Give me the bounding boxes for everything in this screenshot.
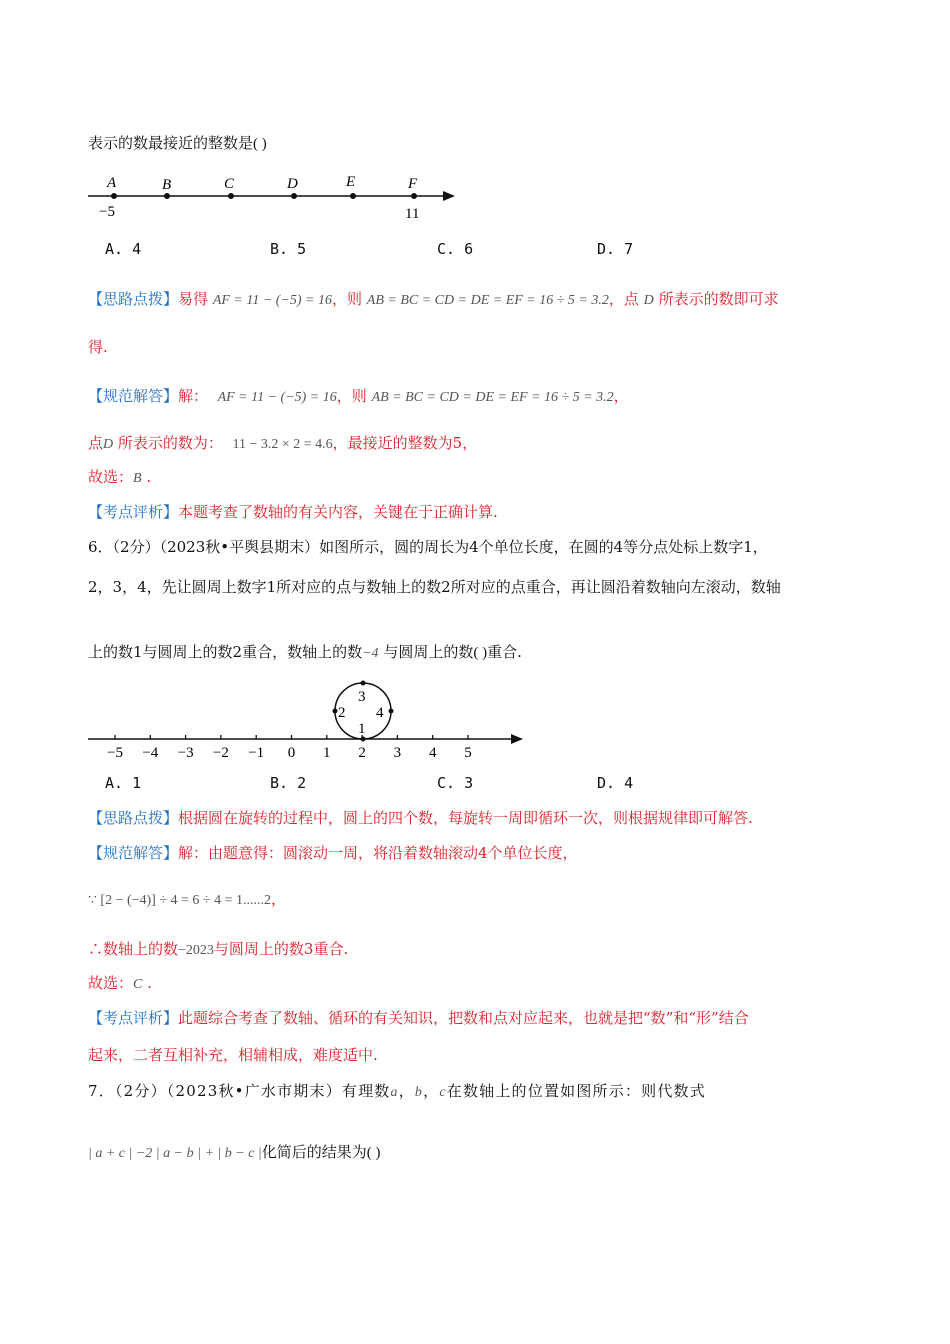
circle-label-4: 4 <box>376 705 384 721</box>
axis-tick-label: −2 <box>212 745 229 761</box>
q6-figure <box>85 680 530 765</box>
answer-paren: ( ) <box>253 136 267 152</box>
q6-hint: 【思路点拨】根据圆在旋转的过程中，圆上的四个数，每旋转一周即循环一次，则根据规律即可解答. <box>88 809 753 827</box>
point-e <box>350 193 356 199</box>
q6-therefore: ∴数轴上的数−2023与圆周上的数3重合. <box>88 940 349 958</box>
answer-paren: ( ) <box>366 1145 381 1161</box>
label-f: F <box>408 176 418 192</box>
q5-review: 【考点评析】本题考查了数轴的有关内容，关键在于正确计算. <box>88 503 498 521</box>
q6-because: ∵ [2 − (−4)] ÷ 4 = 6 ÷ 4 = 1......2， <box>88 890 287 908</box>
axis-tick-label: 5 <box>464 745 472 761</box>
q5-number-line <box>85 168 465 228</box>
point-a <box>111 193 117 199</box>
circle-point-left <box>333 709 338 714</box>
q5-stem: 表示的数最接近的整数是( ) <box>88 134 267 152</box>
q6-review: 【考点评析】此题综合考查了数轴、循环的有关知识，把数和点对应起来，也就是把“数”和“形”结合 <box>88 1009 749 1027</box>
q5-hint: 【思路点拨】易得 AF = 11 − (−5) = 16，则 AB = BC = CD = DE = EF = 16 ÷ 5 = 3.2，点 D 所表示的数即可求 <box>88 290 779 308</box>
circle-label-3: 3 <box>358 689 366 705</box>
q6-option-b[interactable]: B. 2 <box>270 774 307 792</box>
q5-solution-line2: 点D 所表示的数为： 11 − 3.2 × 2 = 4.6，最接近的整数为5， <box>88 434 478 452</box>
label-e: E <box>346 174 356 190</box>
q6-option-d[interactable]: D. 4 <box>597 774 634 792</box>
axis-tick-label: 1 <box>323 745 331 761</box>
circle-label-2: 2 <box>338 705 346 721</box>
q5-solution: 【规范解答】解： AF = 11 − (−5) = 16，则 AB = BC = CD = DE = EF = 16 ÷ 5 = 3.2， <box>88 387 629 405</box>
q5-choice: 故选：B . <box>88 468 152 486</box>
q6-option-a[interactable]: A. 1 <box>105 774 142 792</box>
point-b <box>164 193 170 199</box>
axis-tick-label: 0 <box>287 745 296 761</box>
q6-stem-line1: 6．（2分）（2023秋•平舆县期末）如图所示，圆的周长为4个单位长度，在圆的4等分点处标上数字1， <box>88 538 768 556</box>
circle-label-1: 1 <box>358 721 366 737</box>
axis-tick-label: −3 <box>177 745 194 761</box>
label-d: D <box>287 176 298 192</box>
circle-point-top <box>361 681 366 686</box>
axis-tick-label: −1 <box>248 745 265 761</box>
point-f <box>411 193 417 199</box>
label-c: C <box>224 176 235 192</box>
q6-choice: 故选：C . <box>88 974 152 992</box>
point-d <box>291 193 297 199</box>
value-right: 11 <box>405 206 420 222</box>
q7-stem-line2: | a + c | −2 | a − b | + | b − c |化简后的结果为( ) <box>88 1143 381 1161</box>
q6-option-c[interactable]: C. 3 <box>437 774 474 792</box>
q5-option-d[interactable]: D. 7 <box>597 240 634 258</box>
q6-stem-line2: 2，3，4，先让圆周上数字1所对应的点与数轴上的数2所对应的点重合，再让圆沿着数轴向左滚动，数轴 <box>88 578 781 596</box>
axis-tick-label: 3 <box>393 745 402 761</box>
q5-option-b[interactable]: B. 5 <box>270 240 307 258</box>
q5-option-c[interactable]: C. 6 <box>437 240 474 258</box>
point-c <box>228 193 234 199</box>
q6-solution: 【规范解答】解：由题意得：圆滚动一周，将沿着数轴滚动4个单位长度， <box>88 844 578 862</box>
axis-tick-label: −4 <box>142 745 159 761</box>
value-left: −5 <box>99 204 115 220</box>
q7-stem-line1: 7．（2分）（2023秋•广水市期末）有理数a，b，c在数轴上的位置如图所示：则代数式 <box>88 1082 706 1100</box>
circle-point-right <box>389 709 394 714</box>
q6-review-cont: 起来，二者互相补充，相辅相成，难度适中. <box>88 1046 378 1064</box>
q5-hint-cont: 得. <box>88 338 108 356</box>
q5-option-a[interactable]: A. 4 <box>105 240 142 258</box>
label-b: B <box>162 177 172 193</box>
axis-tick-label: 4 <box>428 745 437 761</box>
label-a: A <box>107 175 117 191</box>
q6-stem-line3: 上的数1与圆周上的数2重合，数轴上的数−4 与圆周上的数( )重合. <box>88 643 522 661</box>
answer-paren: ( ) <box>473 645 488 661</box>
axis-tick-label: −5 <box>107 745 123 761</box>
axis-tick-label: 2 <box>358 745 366 761</box>
